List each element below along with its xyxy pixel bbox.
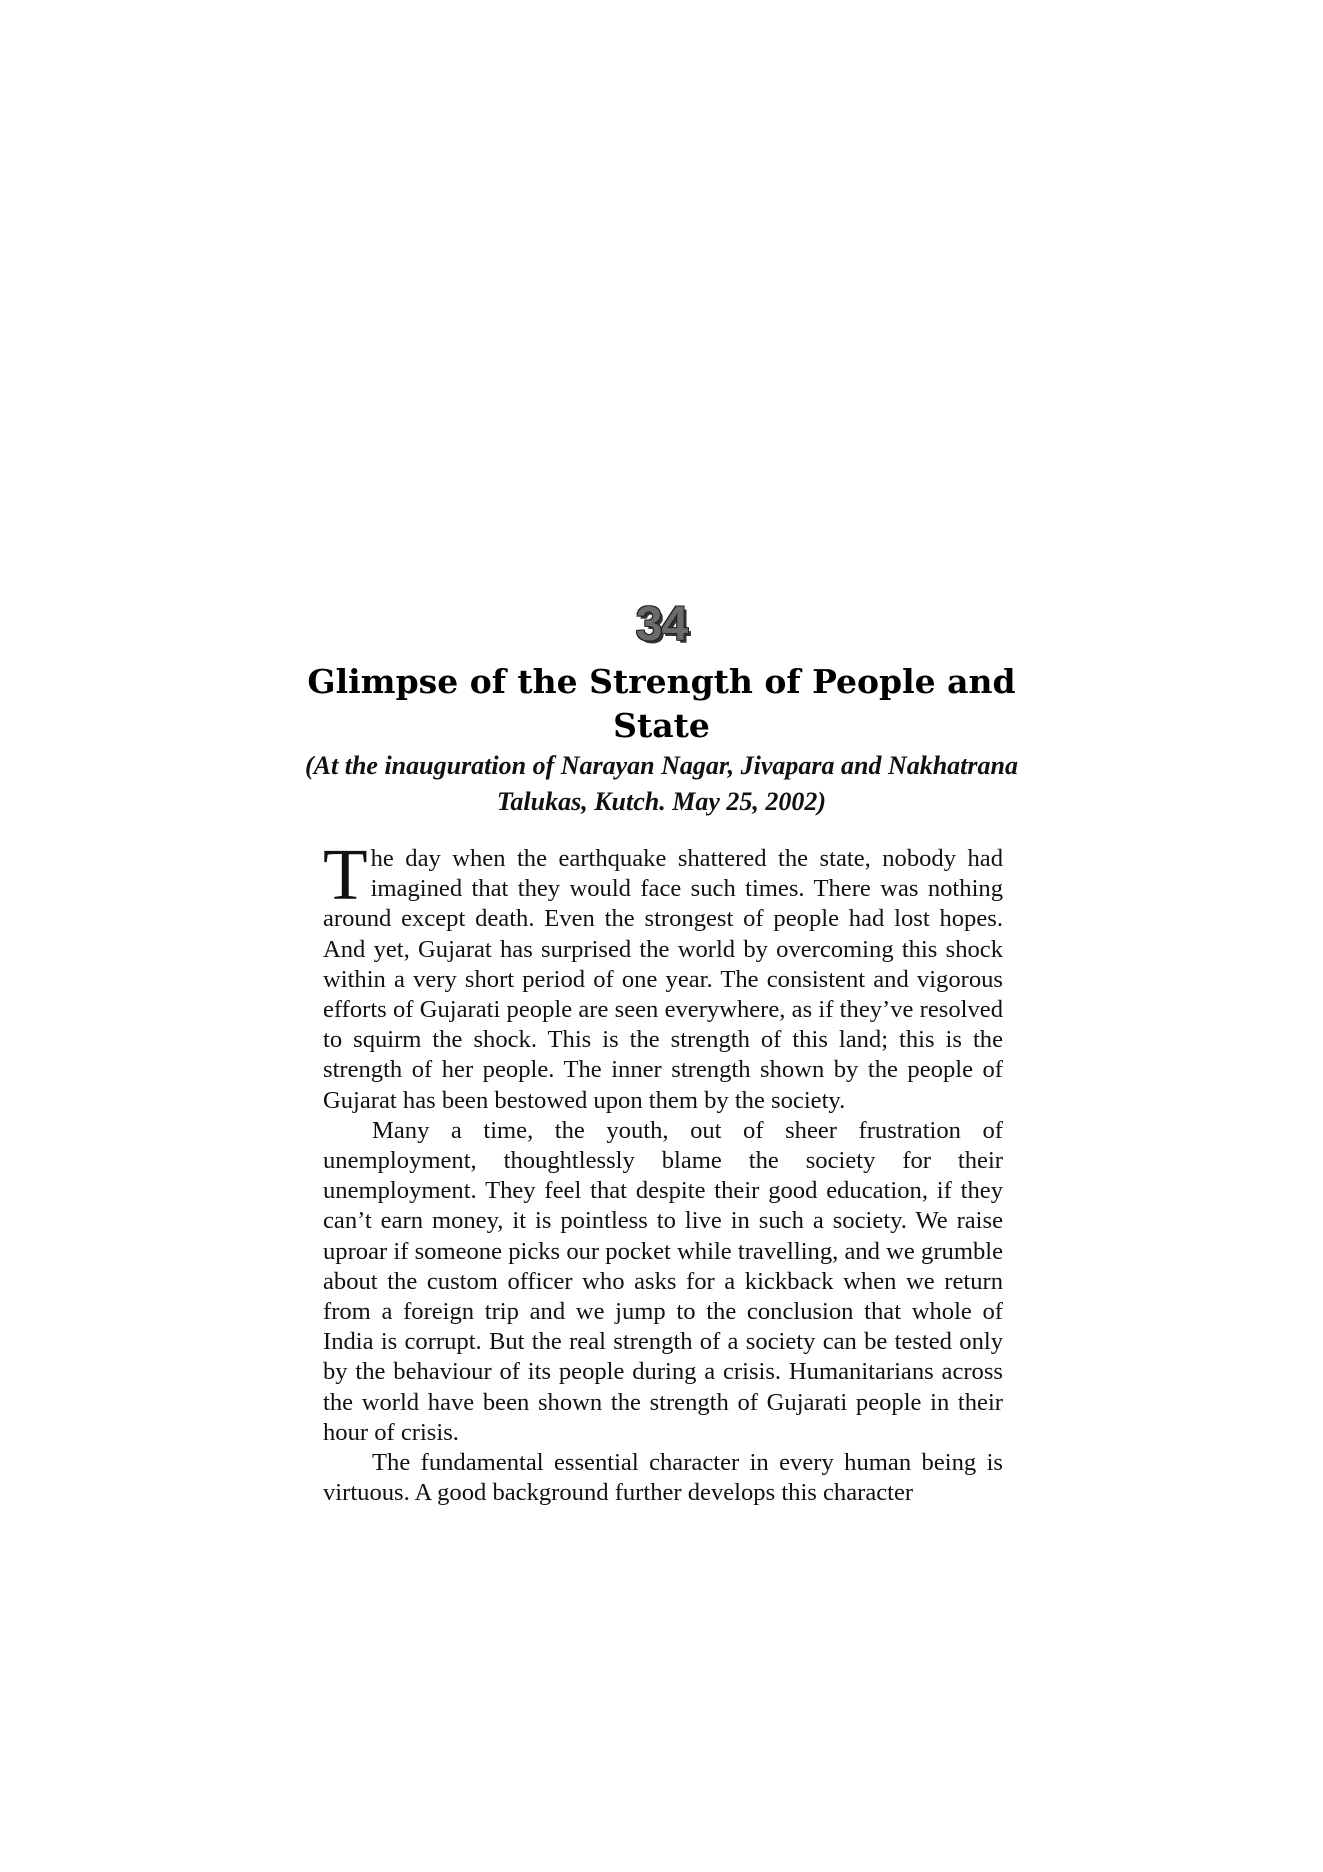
chapter-number: 34 — [635, 598, 688, 651]
paragraph-1 — [323, 834, 1003, 1116]
paragraph-2: Many a time, the youth, out of sheer frustration of unemployment, thoughtlessly blame the society for their unemployment. They feel that despite their good education, if they can’t earn money, it is pointless to live in such a society. We raise uproar if someone picks our pocket while travelling, and we grumble about the custom officer who asks for a kickback when we return from a foreign trip and we jump to the conclusion that whole of India is corrupt. But the real strength of a society can be tested only by the behaviour of its people during a crisis. Humanitarians across the world have been shown the strength of Gujarati people in their hour of crisis. — [323, 1116, 1003, 1446]
drop-cap: T — [323, 834, 368, 915]
paragraph-1-text: he day when the earthquake shattered the state, nobody had imagined that they would face such times. There was nothing around except death. Even the strongest of people had lost hopes. And yet, Gujarat has surprised the world by overcoming this shock within a very short period of one year. The consistent and vigorous efforts of Gujarati people are seen everywhere, as if they’ve resolved to squirm the shock. This is the strength of this land; this is the strength of her people. The inner strength shown by the people of Gujarat has been bestowed upon them by the society. — [323, 845, 1003, 1114]
paragraph-3: The fundamental essential character in every human being is virtuous. A good background further develops this character — [323, 1449, 1003, 1507]
chapter-body — [323, 834, 1003, 1508]
chapter-occasion: (At the inauguration of Narayan Nagar, Jivapara and Nakhatrana Talukas, Kutch. May 25, 2002) — [305, 751, 1018, 816]
chapter-title: Glimpse of the Strength of People and State — [307, 662, 1016, 745]
